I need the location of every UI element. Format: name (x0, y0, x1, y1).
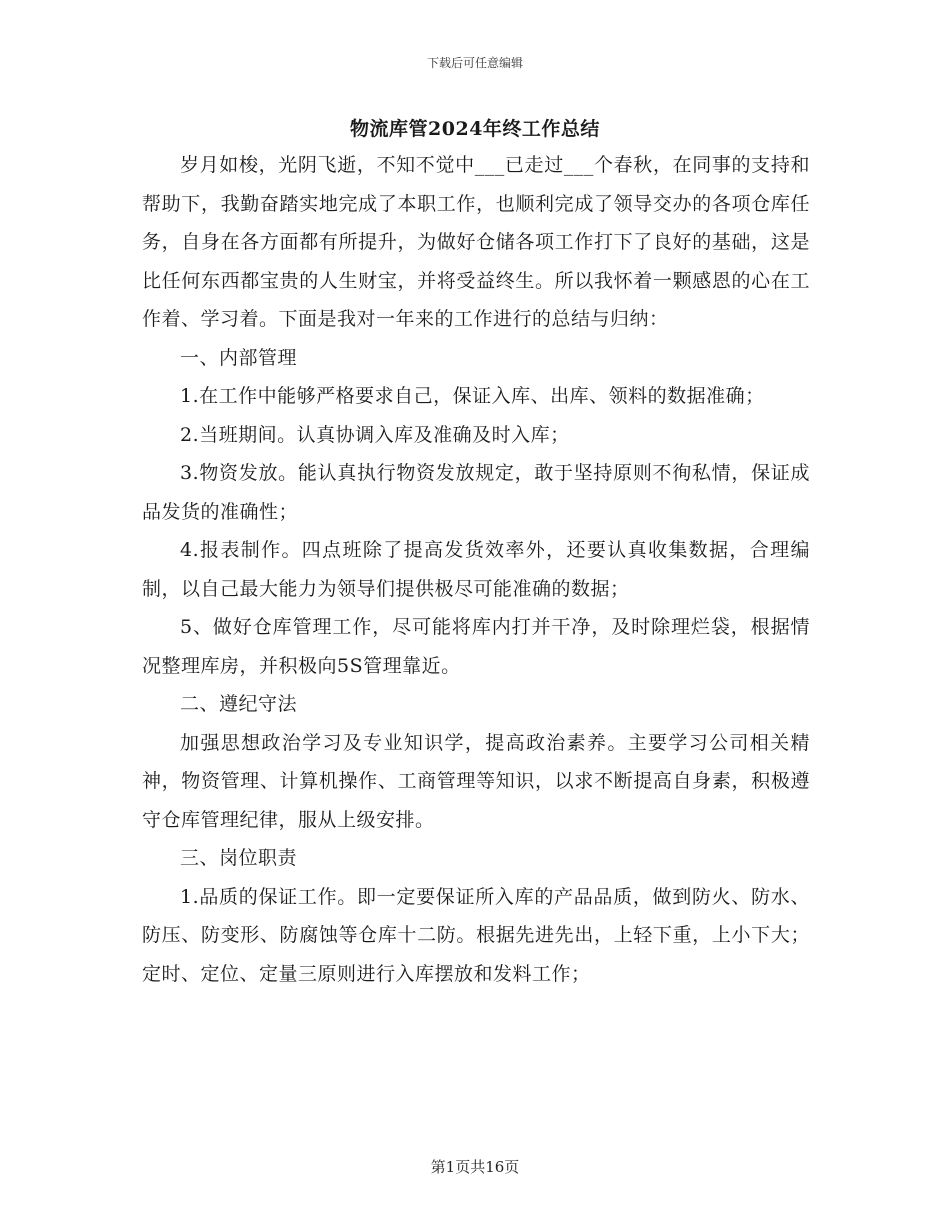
section-heading-discipline: 二、遵纪守法 (180, 693, 298, 715)
paragraph-item: 3.物资发放。能认真执行物资发放规定，敢于坚持原则不徇私情，保证成品发货的准确性； (142, 462, 810, 523)
paragraph-intro: 岁月如梭，光阴飞逝，不知不觉中___已走过___个春秋，在同事的支持和帮助下，我勤奋踏实地完成了本职工作，也顺利完成了领导交办的各项仓库任务，自身在各方面都有所提升，为做好仓储各项工作打下了良好的基础，这是比任何东西都宝贵的人生财宝，并将受益终生。所以我怀着一颗感恩的心在工作着、学习着。下面是我对一年来的工作进行的总结与归纳： (142, 154, 810, 330)
section-heading-duties: 三、岗位职责 (180, 847, 298, 869)
paragraph-discipline: 加强思想政治学习及专业知识学，提高政治素养。主要学习公司相关精神，物资管理、计算机操作、工商管理等知识，以求不断提高自身素，积极遵守仓库管理纪律，服从上级安排。 (142, 731, 810, 831)
page-footer: 第1页共16页 (430, 1158, 520, 1176)
document-title: 物流库管2024年终工作总结 (350, 118, 600, 140)
paragraph-item: 4.报表制作。四点班除了提高发货效率外，还要认真收集数据，合理编制，以自己最大能力为领导们提供极尽可能准确的数据； (142, 539, 810, 600)
paragraph-item: 1.在工作中能够严格要求自己，保证入库、出库、领料的数据准确； (180, 385, 765, 407)
page-header: 下载后可任意编辑 (426, 56, 523, 70)
paragraph-item: 1.品质的保证工作。即一定要保证所入库的产品品质，做到防火、防水、防压、防变形、防腐蚀等仓库十二防。根据先进先出，上轻下重，上小下大；定时、定位、定量三原则进行入库摆放和发料工作； (142, 885, 810, 985)
section-heading-internal-management: 一、内部管理 (180, 346, 298, 369)
document-body (142, 146, 810, 993)
paragraph-item: 2.当班期间。认真协调入库及准确及时入库； (180, 423, 570, 446)
paragraph-item: 5、做好仓库管理工作，尽可能将库内打并干净，及时除理烂袋，根据情况整理库房，并积极向5S管理靠近。 (142, 616, 810, 677)
